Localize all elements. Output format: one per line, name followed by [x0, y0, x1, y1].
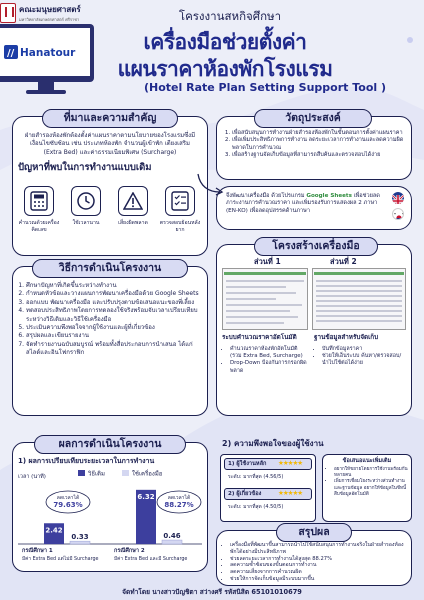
method-item: 3. ออกแบบ พัฒนาเครื่องมือ และปรับปรุงตามข้อเสนอแนะของพี่เลี้ยง	[26, 299, 204, 307]
feedback-heading: ข้อเสนอแนะเพิ่มเติม	[342, 458, 392, 464]
sheet-header-bar	[224, 272, 306, 275]
callout-value-1: 79.63%	[53, 501, 83, 509]
methods-list	[18, 282, 204, 358]
svg-text://: //	[7, 48, 15, 59]
summary-heading	[276, 523, 352, 542]
method-item: 6. สรุปผลและเขียนรายงาน	[26, 332, 204, 340]
callout-value-2: 88.27%	[164, 501, 194, 509]
project-label: โครงงานสหกิจศึกษา	[178, 9, 282, 23]
objective-item: 2. เพื่อเพิ่มประสิทธิภาพการทำงาน ลดระยะเวลาการทำงานและลดความผิดพลาดในการคำนวณ	[232, 137, 406, 152]
part1-bullet: • คำนวณราคาห้องพักอัตโนมัติ (รวม Extra Bed, Surcharge)	[230, 346, 308, 360]
bar-label-case2-old: 6.32	[137, 492, 155, 501]
chart-heading: 1) ผลการเปรียบเทียบระยะเวลาในการทำงาน	[18, 457, 155, 465]
structure-heading	[254, 237, 378, 256]
feedback-item: • เพิ่มการเชื่อมโยงระหว่างส่วนทำงานและฐานข้อมูล อยากให้ข้อมูลในชีทนี้สืบข้อมูลอัตโนมัติ	[334, 479, 410, 498]
bar-case2-new	[162, 540, 182, 544]
significance-body: ฝ่ายสำรองห้องพักต้องตั้งค่าแผนราคาตามนโยบายของโรงแรมซึ่งมีเงื่อนไขซับซ้อน เช่น ประเภทห้องพัก จำนวนผู้เข้าพัก เตียงเสริม (Extra Bed) และค่าธรรมเนียมพิเศษ (Surcharge)	[24, 132, 196, 156]
sheet-header-bar	[314, 272, 404, 275]
method-item: 7. จัดทำรายงานฉบับสมบูรณ์ พร้อมทั้งสื่อประกอบการนำเสนอ ได้แก่ สไลด์และอินโฟกราฟิก	[26, 341, 204, 358]
university-name: คณะมนุษยศาสตร์	[19, 5, 81, 14]
legend-label-new: ใช้เครื่องมือ	[132, 470, 163, 478]
category-name-1: กรณีศึกษา 1	[22, 548, 53, 554]
legend-label-old: วิธีเดิม	[88, 470, 105, 478]
bar-label-case1-old: 2.42	[45, 526, 63, 535]
results-heading	[34, 435, 186, 454]
summary-list	[222, 542, 410, 583]
arrow-icon	[196, 172, 226, 196]
part1-label: ส่วนที่ 1	[254, 257, 281, 266]
method-item: 2. กำหนดหัวข้อและวางแผนการพัฒนาเครื่องมือด้วย Google Sheets	[26, 290, 204, 298]
star-rating-2: ★★★★★	[278, 489, 303, 497]
category-desc-2: มีค่า Extra Bed และมี Surcharge	[114, 557, 188, 562]
method-item: 5. ประเมินความพึงพอใจจากผู้ใช้งานและผู้ที่เกี่ยวข้อง	[26, 324, 204, 332]
satisfaction-score-2: ระดับ: มากที่สุด (4.50/5)	[228, 504, 284, 510]
tool-note-text-a: จึงพัฒนาเครื่องมือ ด้วยโปรแกรม	[226, 193, 307, 199]
satisfaction-label-2: 2) ผู้เกี่ยวข้อง	[228, 491, 262, 497]
satisfaction-label-1: 1) ผู้ใช้งานหลัก	[228, 461, 267, 467]
summary-item: • เครื่องมือที่พัฒนาขึ้นสามารถนำไปใช้สนับสนุนการทำงานจริงในฝ่ายสำรองห้องพักได้อย่างมีประสิทธิภาพ	[230, 542, 410, 556]
method-item: 4. ทดสอบประสิทธิภาพโดยการทดลองใช้จริงพร้อมจับเวลาเปรียบเทียบระหว่างวิธีเดิมและวิธีใช้เครื่องมือ	[26, 307, 204, 324]
checklist-icon	[165, 186, 195, 216]
method-item: 1. ศึกษาปัญหาที่เกิดขึ้นระหว่างทำงาน	[26, 282, 204, 290]
category-desc-1: มีค่า Extra Bed แต่ไม่มี Surcharge	[22, 557, 99, 562]
calculator-icon	[24, 186, 54, 216]
methods-heading-text: วิธีการดำเนินโครงงาน	[58, 262, 162, 274]
feedback-list	[326, 467, 410, 498]
part2-bullet: • บันทึกข้อมูลราคา	[322, 346, 406, 353]
part1-bullet: • Drop-Down ป้องกันการกรอกผิดพลาด	[230, 360, 308, 374]
problem-label-4: ตรวจสอบย้อนหลังยาก	[159, 220, 201, 233]
satisfaction-heading: 2) ความพึงพอใจของผู้ใช้งาน	[222, 439, 324, 448]
objectives-list	[224, 130, 406, 160]
tool-note-highlight: Google Sheets	[306, 193, 352, 199]
problem-label-1: คำนวณด้วยเครื่องคิดเลข	[18, 220, 60, 233]
part2-bullets	[314, 346, 406, 368]
problem-label-2: ใช้เวลานาน	[72, 220, 100, 226]
objective-item: 1. เพื่อสนับสนุนการทำงานฝ่ายสำรองห้องพักในขั้นตอนการตั้งค่าแผนราคา	[232, 130, 406, 137]
part1-caption: ระบบคำนวณราคาอัตโนมัติ	[222, 334, 297, 341]
objectives-heading-text: วัตถุประสงค์	[285, 112, 341, 124]
page-title-line2: แผนราคาห้องพักโรงแรม	[117, 57, 333, 81]
tool-note-text-b: เพื่อช่วยลดภาระงานการคำนวณราคา และเพิ่มรองรับการแสดงผล 2 ภาษา (EN-KO) เพื่อลดอุปสรรคด้านภาษา	[226, 193, 380, 214]
summary-heading-text: สรุปผล	[298, 526, 330, 538]
satisfaction-score-1: ระดับ: มากที่สุด (4.56/5)	[228, 474, 284, 480]
part1-bullets	[222, 346, 308, 375]
part2-label: ส่วนที่ 2	[330, 257, 357, 266]
callout-label-1: ลดเวลาได้	[56, 495, 80, 501]
summary-item: • ลดความเสี่ยงจากการคำนวณผิด	[230, 569, 410, 576]
legend-swatch-new	[122, 470, 129, 476]
part2-bullet: • ช่วยให้เอ็นระบบ ค้นหา/ตรวจสอบ/นำไปใช้ต่อได้ง่าย	[322, 353, 406, 367]
computer-monitor-illustration	[0, 22, 100, 98]
objective-item: 3. เพื่อสร้างฐานจัดเก็บข้อมูลที่สามารถสืบค้นและตรวจสอบได้ง่าย	[232, 152, 406, 159]
korean-flag-icon	[392, 208, 404, 220]
objectives-heading	[254, 109, 372, 128]
summary-item: • ช่วยลดระยะเวลาการทำงานได้สูงสุด 88.27%	[230, 556, 410, 563]
problem-heading: ปัญหาที่พบในการทำงานแบบเดิม	[18, 162, 152, 173]
feedback-item: • อยากให้ขยายโดยการใช้งานพร้อมกันหลายคน	[334, 467, 410, 479]
bar-label-case2-new: 0.46	[163, 532, 181, 541]
chart-ylabel: เวลา (นาที)	[18, 474, 46, 480]
page-title-line1: เครื่องมือช่วยตั้งค่า	[143, 30, 307, 54]
summary-item: • ลดความซ้ำซ้อนของขั้นตอนการทำงาน	[230, 562, 410, 569]
structure-heading-text: โครงสร้างเครื่องมือ	[272, 240, 360, 252]
university-emblem-icon	[0, 3, 16, 23]
legend-swatch-old	[78, 470, 85, 476]
significance-heading-text: ที่มาและความสำคัญ	[63, 112, 157, 124]
star-rating-1: ★★★★★	[278, 459, 303, 467]
footer-credit: จัดทำโดย นางสาวปัญชิตา สว่างศรี รหัสนิสิต 65101010679	[122, 588, 302, 596]
summary-item: • ช่วยให้การจัดเก็บข้อมูลมีระบบมากขึ้น	[230, 576, 410, 583]
clock-icon	[71, 186, 101, 216]
university-sub: มหาวิทยาลัยเกษตรศาสตร์ ศรีราชา	[19, 17, 80, 22]
category-name-2: กรณีศึกษา 2	[114, 548, 145, 554]
hanatour-logo: Hanatour	[20, 47, 76, 59]
warning-icon	[118, 186, 148, 216]
methods-heading	[32, 259, 188, 278]
english-flag-icon	[392, 192, 404, 204]
bar-case1-new	[70, 541, 90, 544]
page-title-en: (Hotel Rate Plan Setting Support Tool )	[143, 81, 387, 94]
bar-label-case1-new: 0.33	[71, 533, 89, 542]
tool-note-text	[226, 193, 386, 215]
callout-label-2: ลดเวลาได้	[167, 495, 191, 501]
significance-heading	[42, 109, 178, 128]
time-comparison-chart	[14, 466, 206, 570]
part2-caption: ฐานข้อมูลสำหรับจัดเก็บ	[314, 334, 379, 341]
problem-label-3: เสี่ยงผิดพลาด	[118, 220, 148, 226]
results-heading-text: ผลการดำเนินโครงงาน	[58, 438, 162, 450]
